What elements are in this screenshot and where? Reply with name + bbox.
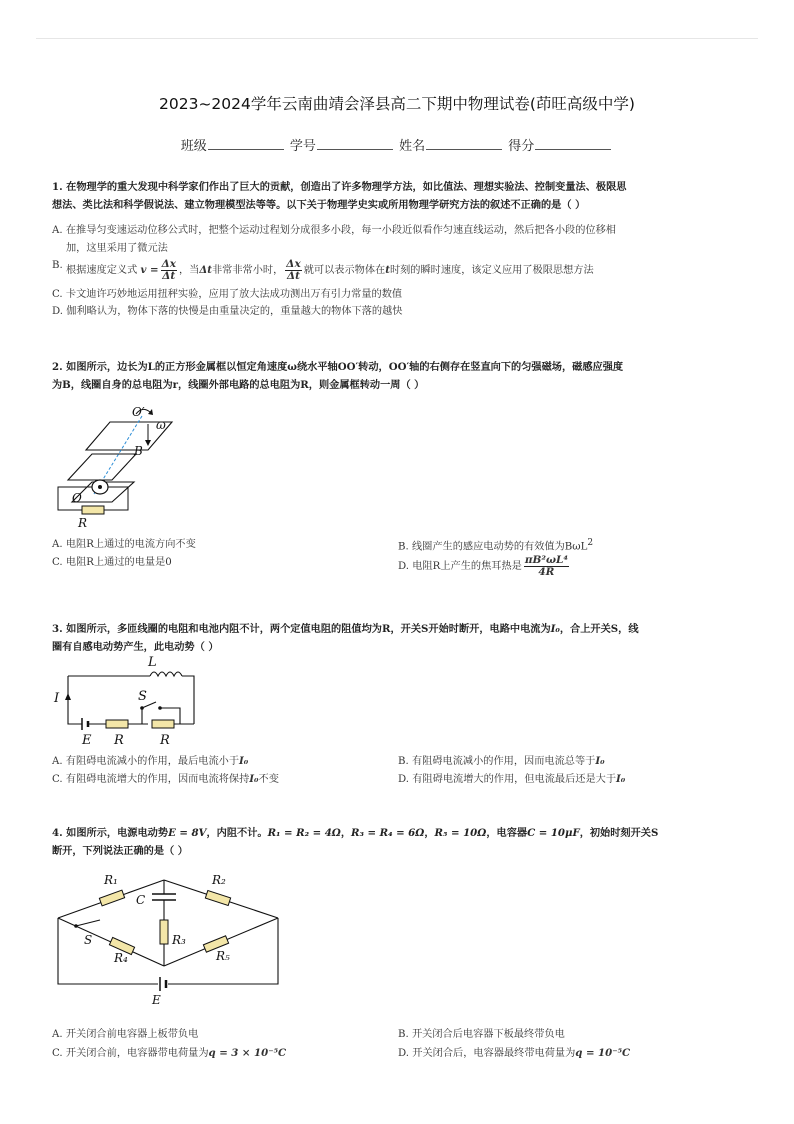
number-label: 学号 bbox=[289, 139, 316, 154]
q2-label-o: O bbox=[72, 491, 82, 505]
class-label: 班级 bbox=[180, 139, 207, 154]
score-label: 得分 bbox=[508, 139, 535, 154]
q3-label-r2: R bbox=[160, 733, 170, 746]
score-blank[interactable] bbox=[535, 137, 611, 150]
q3-option-c[interactable]: C. 有阻碍电流增大的作用，因而电流将保持I₀不变 bbox=[52, 773, 279, 785]
q4-option-b[interactable]: B. 开关闭合后电容器下板最终带负电 bbox=[398, 1029, 565, 1040]
q4-resistor-r3 bbox=[160, 920, 168, 944]
q2-figure bbox=[52, 402, 182, 530]
q4-option-d[interactable]: D. 开关闭合后，电容器最终带电荷量为q = 10⁻⁵C bbox=[398, 1047, 631, 1059]
q2-d-fraction: $\frac{\text{πB²ωL⁴}}{4R}$ bbox=[524, 553, 568, 578]
q4-resistor-r2 bbox=[205, 890, 230, 905]
q1-option-d[interactable]: D. 伽利略认为，物体下落的快慢是由重量决定的，重量越大的物体下落的越快 bbox=[52, 306, 403, 317]
q3-option-a[interactable]: A. 有阻碍电流减小的作用，最后电流小于I₀ bbox=[52, 755, 249, 767]
name-label: 姓名 bbox=[399, 139, 426, 154]
q2-label-b: B bbox=[134, 444, 143, 458]
q4-resistor-r1 bbox=[99, 890, 124, 906]
q4-option-c[interactable]: C. 开关闭合前，电容器带电荷量为q = 3 × 10⁻⁵C bbox=[52, 1047, 287, 1059]
name-blank[interactable] bbox=[426, 137, 502, 150]
q2-resistor bbox=[82, 506, 104, 514]
q3-current-arrow bbox=[65, 693, 71, 700]
q2-option-d[interactable]: D. 电阻R上产生的焦耳热是 $\frac{\text{πB²ωL⁴}}{4R}$ bbox=[398, 553, 568, 578]
q3-label-i: I bbox=[54, 691, 60, 706]
q2-middle-plate bbox=[68, 454, 136, 480]
q2-field-arrow-head bbox=[145, 440, 151, 446]
q4-option-a[interactable]: A. 开关闭合前电容器上板带负电 bbox=[52, 1029, 199, 1040]
q2-option-b[interactable]: B. 线圈产生的感应电动势的有效值为BωL$^2$ bbox=[398, 538, 594, 553]
q4-switch bbox=[76, 920, 100, 926]
q2-option-a[interactable]: A. 电阻R上通过的电流方向不变 bbox=[52, 539, 196, 550]
q4-label-r4: R₄ bbox=[114, 951, 128, 965]
q3-resistor-1 bbox=[106, 720, 128, 728]
q3-label-r1: R bbox=[114, 733, 124, 746]
q3-option-b[interactable]: B. 有阻碍电流减小的作用，因而电流总等于I₀ bbox=[398, 755, 605, 767]
q4-label-r5: R₅ bbox=[216, 949, 230, 963]
q3-resistor-2 bbox=[152, 720, 174, 728]
q2-label-r: R bbox=[78, 516, 88, 530]
number-blank[interactable] bbox=[317, 137, 393, 150]
class-blank[interactable] bbox=[208, 137, 284, 150]
q4-label-r2: R₂ bbox=[212, 873, 226, 887]
q3-inductor bbox=[150, 672, 182, 676]
q3-label-e: E bbox=[82, 733, 92, 746]
q3-figure bbox=[52, 652, 202, 746]
q4-figure bbox=[52, 866, 292, 1008]
question-4-stem: 4. 如图所示，电源电动势E = 8V，内阻不计。R₁ = R₂ = 4Ω，R₃ = R₄ = 6Ω，R₅ = 10Ω，电容器C = 10μF，初始时刻开关S 断开，下列说法正确的是（ ） bbox=[52, 827, 659, 857]
q4-label-r1: R₁ bbox=[104, 873, 118, 887]
student-info-line bbox=[0, 135, 794, 154]
q3-option-d[interactable]: D. 有阻碍电流增大的作用，但电流最后还是大于I₀ bbox=[398, 773, 626, 785]
q4-label-r3: R₃ bbox=[172, 933, 186, 947]
q1-b-fraction-2: $\frac{\Delta x}{\Delta t}$ bbox=[286, 257, 301, 282]
q2-option-c[interactable]: C. 电阻R上通过的电量是0 bbox=[52, 557, 172, 568]
q1-b-fraction-1: $\frac{\Delta x}{\Delta t}$ bbox=[161, 257, 176, 282]
q1-option-a[interactable]: A. 在推导匀变速运动位移公式时，把整个运动过程划分成很多小段，每一小段近似看作匀速直线运动，然后把各小段的位移相 加，这里采用了微元法 bbox=[52, 225, 616, 254]
header-rule bbox=[36, 38, 758, 39]
q1-option-b[interactable]: B. 根据速度定义式 v = $\frac{\Delta x}{\Delta t}$ ，当Δt非常非常小时， $\frac{\Delta x}{\Delta t}$ 就可以表示物体在t时刻的瞬时速度，该定义应用了极限思想方法 bbox=[52, 257, 594, 282]
q1-option-c[interactable]: C. 卡文迪许巧妙地运用扭秤实验，应用了放大法成功测出万有引力常量的数值 bbox=[52, 289, 403, 300]
q4-label-c: C bbox=[136, 893, 146, 907]
q4-label-e: E bbox=[152, 993, 161, 1007]
q3-label-l: L bbox=[148, 655, 157, 670]
question-1-stem: 1. 在物理学的重大发现中科学家们作出了巨大的贡献，创造出了许多物理学方法，如比值法、理想实验法、控制变量法、极限思 想法、类比法和科学假说法、建立物理模型法等等。以下关于物理学史实或所用物理学研究方法的叙述不正确的是（ ） bbox=[52, 181, 627, 211]
question-2-stem: 2. 如图所示，边长为L的正方形金属框以恒定角速度ω绕水平轴OO′转动，OO′轴的右侧存在竖直向下的匀强磁场，磁感应强度 为B，线圈自身的总电阻为r，线圈外部电路的总电阻为R，则金属框转动一周（ ） bbox=[52, 361, 624, 391]
q3-label-s: S bbox=[138, 689, 147, 704]
q2-label-o-prime: O′ bbox=[132, 405, 145, 419]
page-title: 2023~2024学年云南曲靖会泽县高二下期中物理试卷(茚旺高级中学) bbox=[159, 95, 635, 113]
q4-label-s: S bbox=[84, 933, 93, 947]
q2-label-omega: ω bbox=[156, 418, 166, 432]
question-3-stem: 3. 如图所示，多匝线圈的电阻和电池内阻不计，两个定值电阻的阻值均为R，开关S开始时断开，电路中电流为I₀，合上开关S，线 圈有自感电动势产生，此电动势（ ） bbox=[52, 623, 639, 653]
